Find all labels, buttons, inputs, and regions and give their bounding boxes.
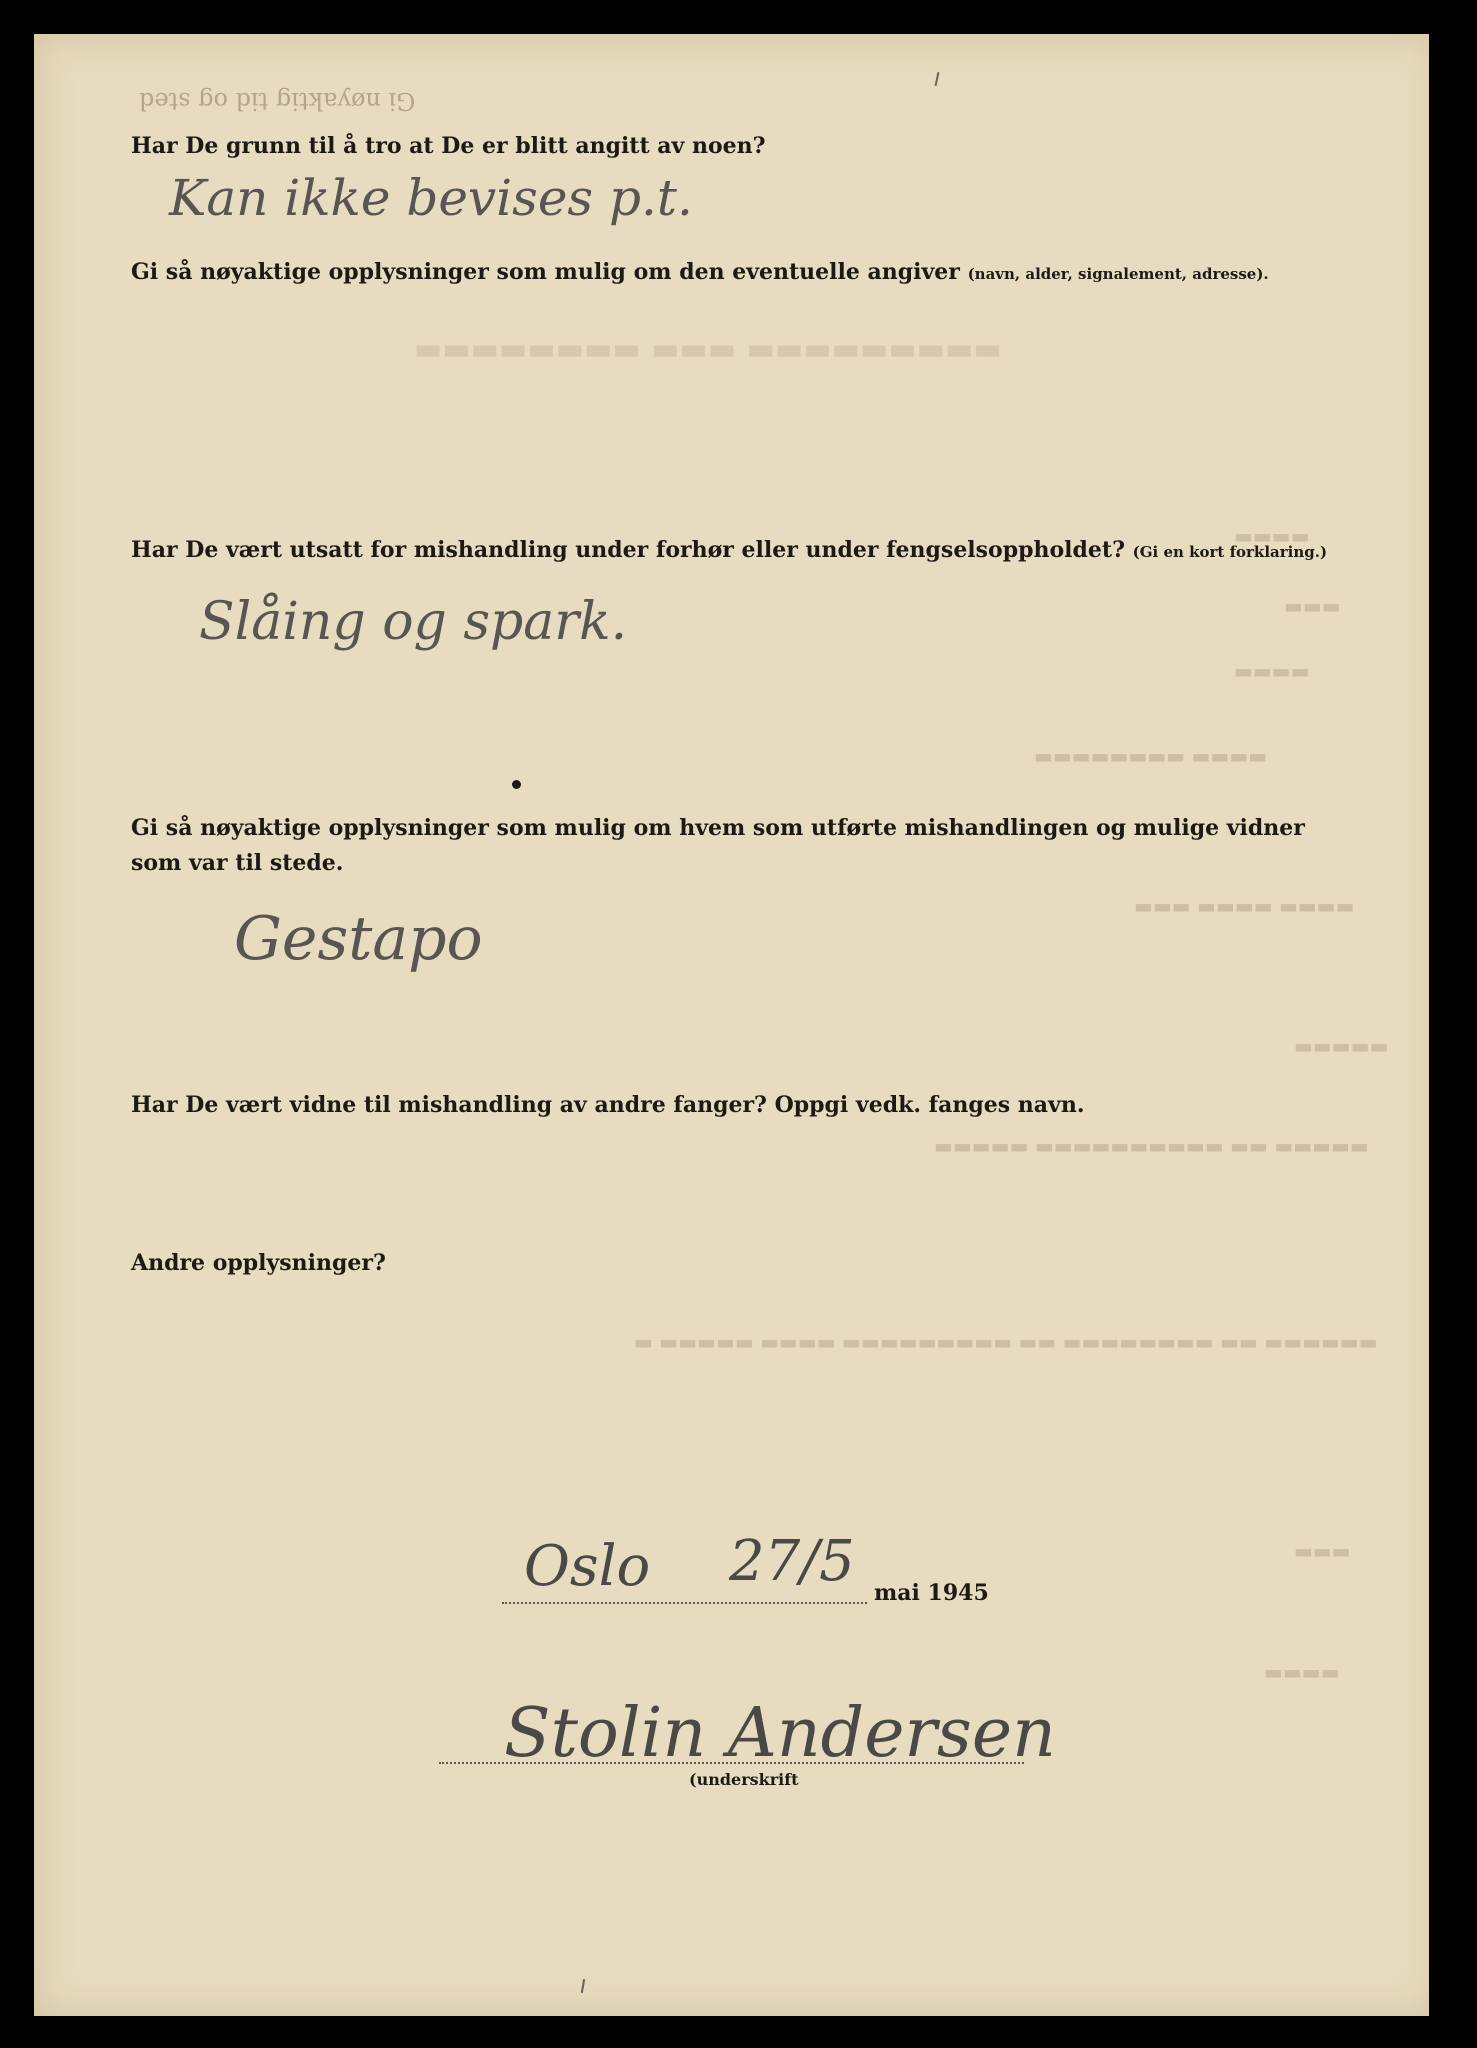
question-informer-details: Gi så nøyaktige opplysninger som mulig om den eventuelle angiver (navn, alder, signalement, adresse).	[131, 259, 1269, 285]
bleed-through-heading: ▬▬▬▬▬▬▬▬ ▬▬▬ ▬▬▬▬▬▬▬▬▬	[414, 332, 1002, 367]
bleed-through-text: ▬▬▬▬	[1234, 659, 1310, 683]
bleed-through-text: ▬▬▬▬▬ ▬▬▬▬▬▬▬▬▬▬ ▬▬ ▬▬▬▬▬	[934, 1134, 1369, 1158]
signature-handwritten: Stolin Andersen	[504, 1694, 1056, 1773]
ink-dot	[512, 780, 521, 789]
question-perpetrators-line1: Gi så nøyaktige opplysninger som mulig om hvem som utførte mishandlingen og mulige vidner	[131, 815, 1305, 841]
date-printed: mai 1945	[874, 1580, 989, 1606]
bleed-through-text: ▬▬▬	[1294, 1539, 1351, 1563]
question-witness: Har De vært vidne til mishandling av andre fanger? Oppgi vedk. fanges navn.	[131, 1092, 1085, 1118]
signature-label: (underskrift	[689, 1770, 799, 1789]
question-informer-details-note: (navn, alder, signalement, adresse).	[967, 265, 1269, 283]
answer-informer-handwritten: Kan ikke bevises p.t.	[169, 169, 693, 227]
question-mistreatment-note: (Gi en kort forklaring.)	[1132, 543, 1328, 561]
pencil-mark	[581, 1979, 585, 1993]
answer-perpetrators-handwritten: Gestapo	[234, 904, 483, 974]
right-page-edge	[1429, 34, 1439, 2016]
question-informer: Har De grunn til å tro at De er blitt angitt av noen?	[131, 133, 766, 159]
answer-mistreatment-handwritten: Slåing og spark.	[199, 592, 628, 652]
question-perpetrators-line2: som var til stede.	[131, 850, 344, 876]
date-place-handwritten: Oslo	[524, 1534, 651, 1599]
bleed-through-text: ▬▬▬▬	[1234, 524, 1310, 548]
bleed-through-text: ▬▬▬	[1284, 594, 1341, 618]
form-page	[34, 34, 1439, 2016]
bleed-through-text: ▬ ▬▬▬▬▬ ▬▬▬▬ ▬▬▬▬▬▬▬▬▬ ▬▬ ▬▬▬▬▬▬▬▬ ▬▬ ▬▬▬▬▬▬	[634, 1330, 1378, 1354]
question-other-info: Andre opplysninger?	[131, 1250, 386, 1276]
question-mistreatment: Har De vært utsatt for mishandling under forhør eller under fengselsoppholdet? (Gi en kort forklaring.)	[131, 537, 1328, 563]
signature-dotted-line	[439, 1762, 1024, 1764]
pencil-mark	[935, 72, 940, 86]
bleed-through-text: ▬▬▬▬▬▬▬▬ ▬▬▬▬	[1034, 744, 1268, 768]
bleed-through-text: ▬▬▬▬	[1264, 1660, 1340, 1684]
bleed-through-text: ▬▬▬▬▬	[1294, 1034, 1389, 1058]
date-dotted-line	[502, 1602, 867, 1604]
bleed-through-text: ▬▬▬ ▬▬▬▬ ▬▬▬▬	[1134, 894, 1355, 918]
date-day-handwritten: 27/5	[729, 1529, 855, 1594]
bleed-through-text: Gi nøyaktig tid og sted	[139, 87, 416, 115]
